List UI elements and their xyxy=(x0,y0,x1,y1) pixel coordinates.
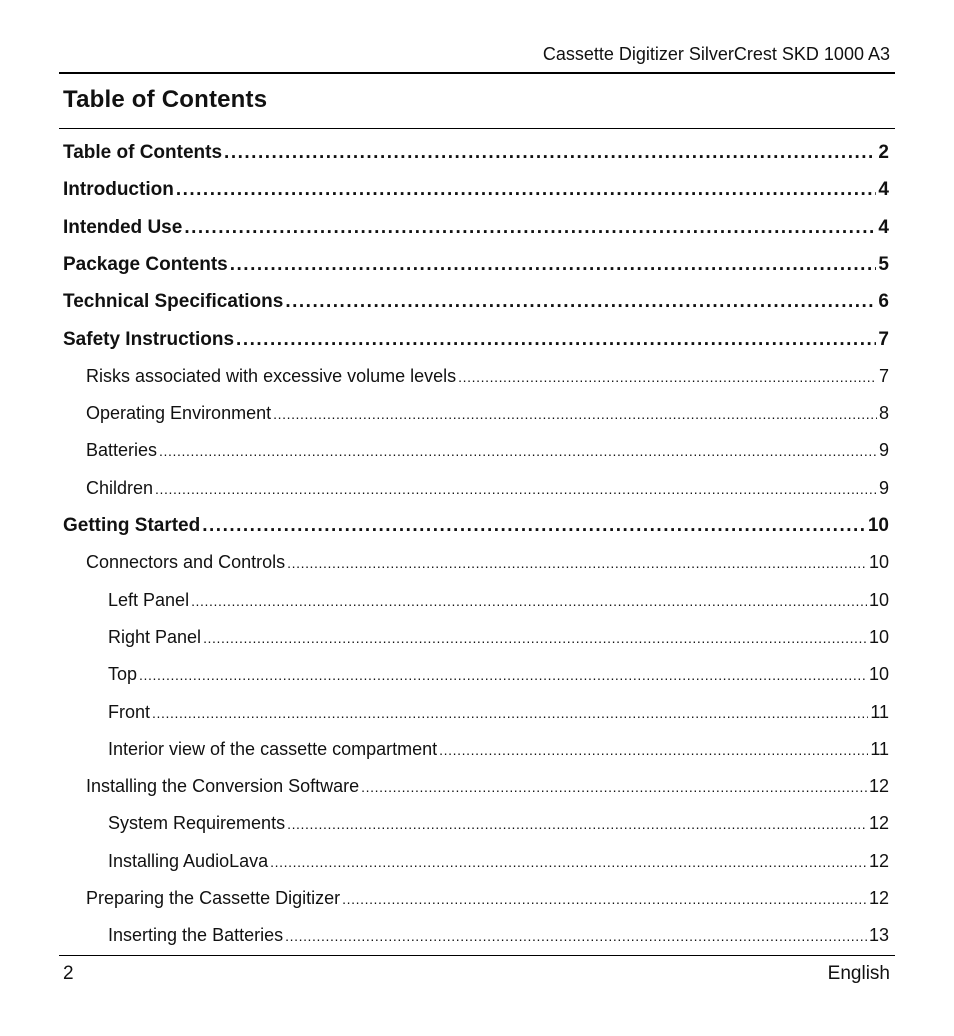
toc-entry-page: 11 xyxy=(870,701,889,722)
toc-entry-title: Left Panel xyxy=(108,589,190,610)
toc-entry-page: 2 xyxy=(878,142,889,163)
toc-entry[interactable] xyxy=(63,515,889,537)
toc-dot-leader xyxy=(152,705,868,721)
running-header: Cassette Digitizer SilverCrest SKD 1000 A3 xyxy=(542,44,890,64)
toc-entry-title: Batteries xyxy=(86,440,158,461)
toc-entry-page: 6 xyxy=(878,291,889,313)
toc-dot-leader xyxy=(203,630,867,646)
toc-entry[interactable] xyxy=(108,664,889,685)
toc-entry[interactable] xyxy=(108,925,889,946)
title-rule xyxy=(59,128,895,129)
toc-entry-page: 7 xyxy=(878,328,889,350)
toc-entry-title: Risks associated with excessive volume levels xyxy=(86,365,457,386)
toc-entry-page: 4 xyxy=(878,216,889,238)
toc-entry-title: Introduction xyxy=(63,179,174,201)
toc-dot-leader xyxy=(230,254,877,276)
toc-entry-title: Preparing the Cassette Digitizer xyxy=(86,888,341,908)
toc-entry[interactable] xyxy=(63,329,889,351)
toc-dot-leader xyxy=(285,928,867,944)
toc-dot-leader xyxy=(287,816,867,832)
toc-entry-title: Getting Started xyxy=(63,515,201,536)
toc-entry-title: Inserting the Batteries xyxy=(108,925,284,946)
toc-entry-page: 10 xyxy=(868,552,889,573)
toc-entry-page: 10 xyxy=(868,626,889,647)
toc-entry-title: Safety Instructions xyxy=(63,328,235,350)
toc-dot-leader xyxy=(287,555,867,571)
toc-entry-page: 5 xyxy=(878,253,889,275)
footer-language: English xyxy=(827,963,890,984)
toc-entry-page: 13 xyxy=(868,925,889,946)
toc-entry[interactable] xyxy=(108,813,889,834)
toc-entry-title: Installing the Conversion Software xyxy=(86,776,360,797)
toc-entry-page: 9 xyxy=(878,440,889,461)
page-title: Table of Contents xyxy=(63,86,268,113)
toc-dot-leader xyxy=(176,179,877,201)
toc-entry[interactable] xyxy=(86,776,889,797)
toc-entry[interactable] xyxy=(86,552,889,573)
toc-dot-leader xyxy=(342,891,867,907)
toc-dot-leader xyxy=(224,142,876,164)
toc-entry-title: System Requirements xyxy=(108,813,286,834)
toc-entry-page: 9 xyxy=(878,477,889,498)
footer-rule xyxy=(59,955,895,956)
toc-dot-leader xyxy=(270,854,867,870)
toc-entry[interactable] xyxy=(63,217,889,239)
toc-dot-leader xyxy=(202,515,866,537)
toc-entry-title: Right Panel xyxy=(108,626,202,647)
toc-entry[interactable] xyxy=(63,142,889,164)
toc-entry[interactable] xyxy=(86,403,889,424)
toc-entry-title: Installing AudioLava xyxy=(108,850,269,871)
toc-entry[interactable] xyxy=(86,366,889,387)
toc-dot-leader xyxy=(184,217,876,239)
toc-entry[interactable] xyxy=(108,590,889,611)
toc-entry-title: Interior view of the cassette compartment xyxy=(108,738,438,759)
toc-dot-leader xyxy=(458,369,877,385)
toc-entry[interactable] xyxy=(108,851,889,872)
toc-entry[interactable] xyxy=(86,478,889,499)
toc-entry-title: Table of Contents xyxy=(63,142,223,163)
toc-entry-page: 12 xyxy=(868,813,889,834)
toc-entry[interactable] xyxy=(108,739,889,760)
toc-entry[interactable] xyxy=(108,627,889,648)
toc-dot-leader xyxy=(191,593,867,609)
toc-entry-page: 7 xyxy=(878,365,889,386)
toc-entry[interactable] xyxy=(63,291,889,313)
toc-entry-title: Children xyxy=(86,477,154,498)
toc-entry-page: 10 xyxy=(867,515,889,536)
toc-entry[interactable] xyxy=(63,254,889,276)
toc-entry-title: Top xyxy=(108,664,138,685)
toc-dot-leader xyxy=(159,443,877,459)
toc-entry-page: 10 xyxy=(868,589,889,610)
toc-entry-page: 8 xyxy=(878,403,889,424)
toc-entry-title: Intended Use xyxy=(63,216,183,238)
toc-dot-leader xyxy=(139,667,867,683)
toc-entry-page: 12 xyxy=(868,888,889,908)
toc-entry-title: Operating Environment xyxy=(86,403,272,424)
footer-page-number: 2 xyxy=(63,963,74,984)
toc-entry[interactable] xyxy=(86,888,889,909)
toc-entry-title: Technical Specifications xyxy=(63,291,284,313)
toc-dot-leader xyxy=(439,742,868,758)
toc-dot-leader xyxy=(273,406,877,422)
toc-entry[interactable] xyxy=(86,440,889,461)
toc-entry[interactable] xyxy=(108,702,889,723)
toc-entry-title: Front xyxy=(108,701,151,722)
toc-entry-page: 11 xyxy=(870,738,889,759)
toc-dot-leader xyxy=(155,481,877,497)
header-rule xyxy=(59,72,895,74)
toc-entry-page: 4 xyxy=(878,179,889,201)
toc-dot-leader xyxy=(236,329,876,351)
toc-entry-page: 12 xyxy=(868,776,889,797)
toc-dot-leader xyxy=(285,291,876,313)
toc-entry-page: 12 xyxy=(868,850,889,871)
toc-entry-title: Connectors and Controls xyxy=(86,552,286,573)
toc-entry-title: Package Contents xyxy=(63,253,228,275)
toc-entry-page: 10 xyxy=(868,664,889,685)
toc-entry[interactable] xyxy=(63,179,889,201)
toc-dot-leader xyxy=(361,779,867,795)
